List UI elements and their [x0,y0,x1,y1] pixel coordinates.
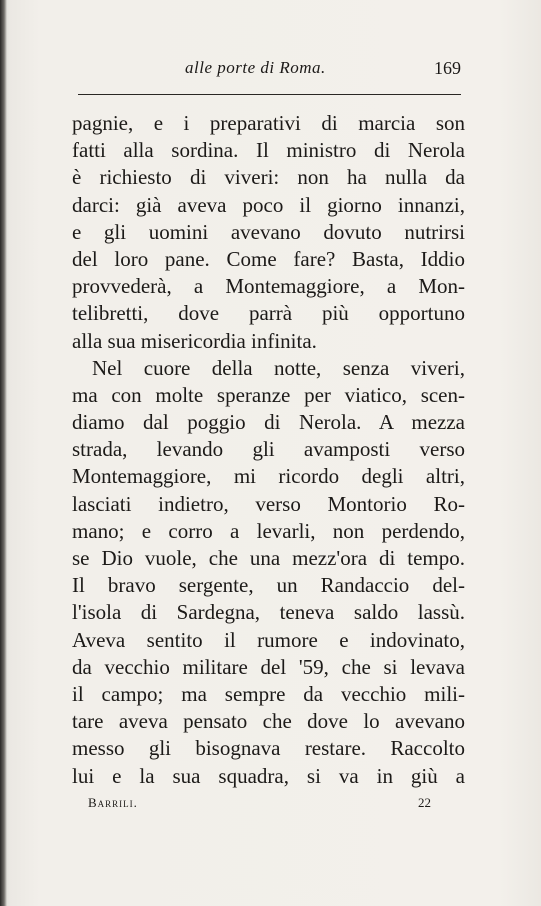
text-line: lui e la sua squadra, si va in giù a [72,763,465,788]
text-line: Il bravo sergente, un Randaccio del- [72,573,465,598]
text-line: fatti alla sordina. Il ministro di Nerola [72,138,465,163]
text-line: è richiesto di viveri: non ha nulla da [72,165,465,190]
text-line: tare aveva pensato che dove lo avevano [72,709,465,734]
text-line: mano; e corro a levarli, non perdendo, [72,518,465,543]
signature-mark: Barrili. [88,795,138,810]
body-text [72,110,465,790]
page-footer [88,795,431,815]
text-line: del loro pane. Come fare? Basta, Iddio [72,246,465,271]
text-line: Nel cuore della notte, senza viveri, [92,355,465,380]
page-spine-edge [0,0,7,906]
text-line: l'isola di Sardegna, teneva saldo lassù. [72,600,465,625]
text-line: pagnie, e i preparativi di marcia son [72,111,465,135]
text-line: darci: già aveva poco il giorno innanzi, [72,192,465,217]
page-number: 169 [434,58,461,78]
text-line: alla sua misericordia infinita. [72,328,317,353]
header-rule [78,94,461,95]
sheet-number: 22 [418,795,431,810]
text-line: messo gli bisognava restare. Raccolto [72,736,465,761]
text-line: se Dio vuole, che una mezz'ora di tempo. [72,546,465,570]
text-line: strada, levando gli avamposti verso [72,437,465,462]
running-title: alle porte di Roma. [185,58,326,77]
text-line: diamo dal poggio di Nerola. A mezza [72,410,465,435]
text-line: Aveva sentito il rumore e indovinato, [72,627,465,652]
text-line: e gli uomini avevano dovuto nutrirsi [72,219,465,244]
text-line: il campo; ma sempre da vecchio mili- [72,681,465,706]
page-header [78,58,461,86]
text-line: da vecchio militare del '59, che si levava [72,654,465,679]
text-line: lasciati indietro, verso Montorio Ro- [72,491,465,516]
text-line: provvederà, a Montemaggiore, a Mon- [72,274,465,299]
text-line: telibretti, dove parrà più opportuno [72,301,465,326]
text-line: ma con molte speranze per viatico, scen- [72,382,465,407]
text-line: Montemaggiore, mi ricordo degli altri, [72,464,465,489]
